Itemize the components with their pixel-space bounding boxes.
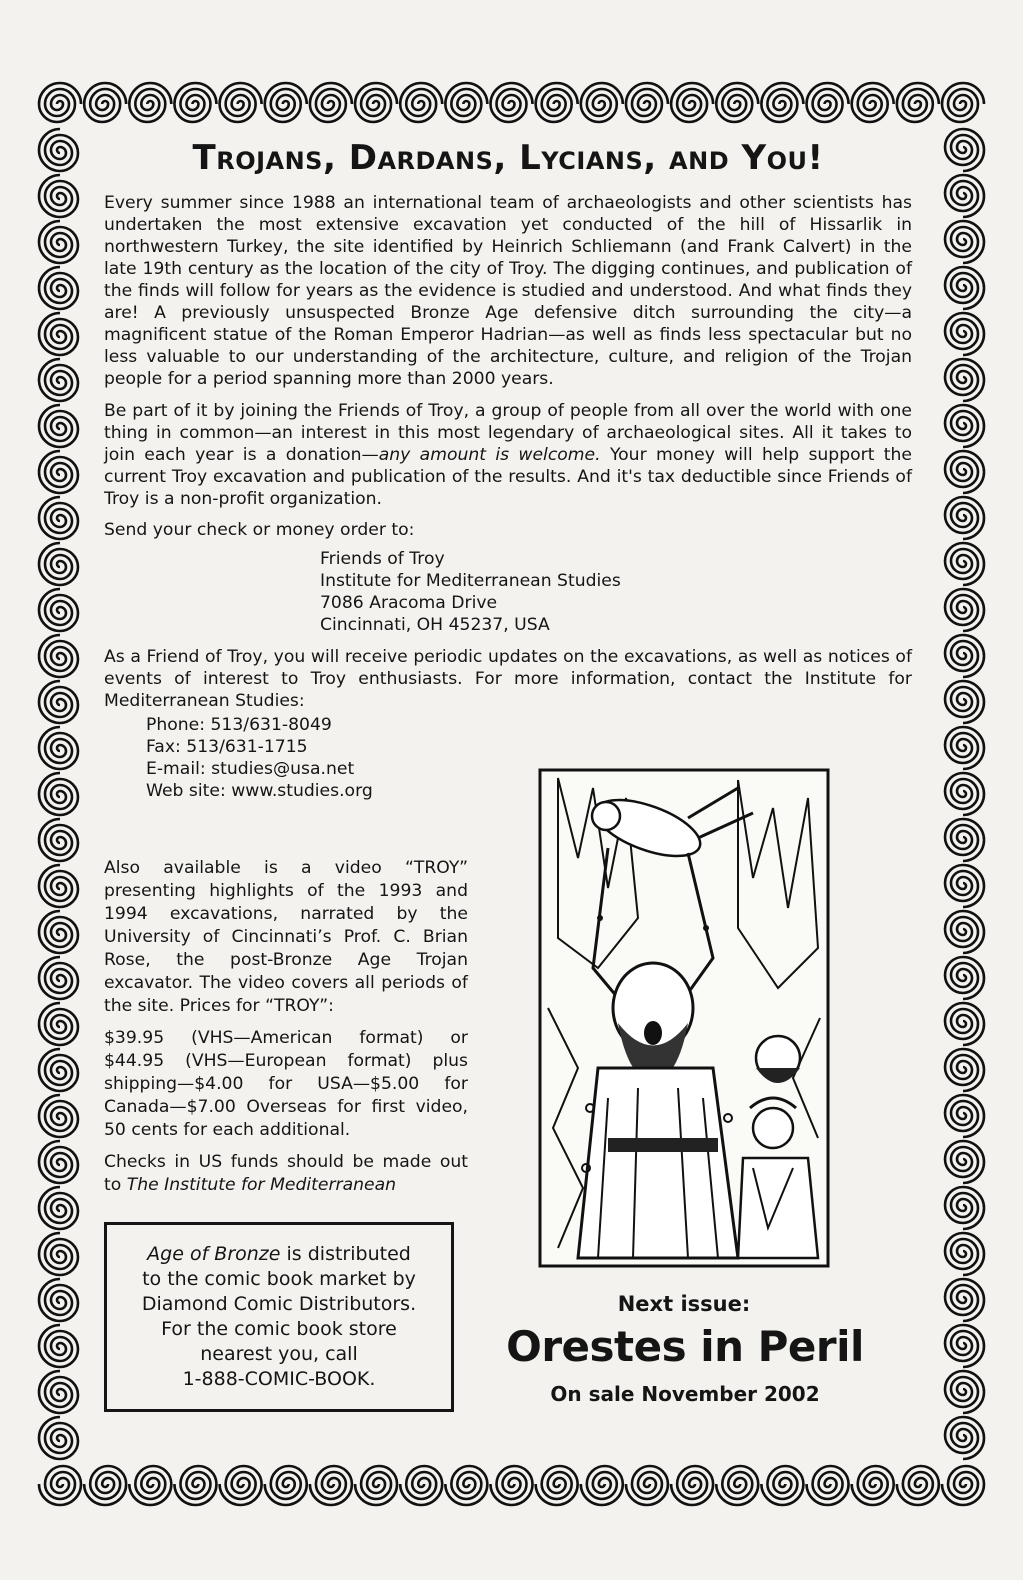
spiral-ornament <box>581 1466 623 1505</box>
join-emphasis: any amount is welcome. <box>378 445 601 465</box>
spiral-ornament <box>945 1049 984 1091</box>
spiral-ornament <box>945 1141 984 1183</box>
spiral-ornament <box>945 359 984 401</box>
spiral-ornament <box>39 359 78 401</box>
spiral-ornament <box>39 1417 78 1459</box>
spiral-ornament <box>671 83 713 122</box>
spiral-ornament <box>39 773 78 815</box>
spiral-ornament <box>445 1466 487 1505</box>
spiral-ornament <box>945 267 984 309</box>
spiral-ornament <box>897 1466 939 1505</box>
spiral-ornament <box>945 1279 984 1321</box>
spiral-ornament <box>716 83 758 122</box>
video-prices: $39.95 (VHS—American format) or $44.95 (VHS—European format) plus shipping—$4.00 for USA—$5.00 for Canada—$7.00 Overseas for first video, 50 cents for each additional. <box>104 1028 468 1140</box>
spiral-ornament <box>39 1279 78 1321</box>
book-title: Age of Bronze <box>147 1243 281 1265</box>
next-issue-illustration <box>538 768 830 1268</box>
spiral-ornament <box>445 83 487 122</box>
spiral-ornament <box>39 221 78 263</box>
next-issue-date: On sale November 2002 <box>550 1382 820 1406</box>
spiral-ornament <box>39 451 78 493</box>
spiral-ornament <box>945 497 984 539</box>
spiral-ornament <box>39 635 78 677</box>
spiral-ornament <box>852 1466 894 1505</box>
spiral-ornament <box>945 1095 984 1137</box>
spiral-ornament <box>945 727 984 769</box>
spiral-ornament <box>39 589 78 631</box>
spiral-ornament <box>84 1466 126 1505</box>
spiral-ornament <box>945 681 984 723</box>
spiral-ornament <box>945 911 984 953</box>
spiral-ornament <box>491 1466 533 1505</box>
address-line: Friends of Troy <box>320 549 445 569</box>
spiral-ornament <box>39 1003 78 1045</box>
spiral-ornament <box>945 175 984 217</box>
spiral-ornament <box>536 83 578 122</box>
distribution-line <box>107 1242 451 1267</box>
spiral-ornament <box>945 589 984 631</box>
article-paragraph-updates: As a Friend of Troy, you will receive periodic updates on the excavations, as well as notices of events of interest to Troy enthusiasts. For more information, contact the Institute for Mediterranean Studies: <box>104 647 912 711</box>
checks-payee: The Institute for Mediterranean <box>126 1175 397 1195</box>
address-line: Institute for Mediterranean Studies <box>320 571 621 591</box>
spiral-ornament <box>945 635 984 677</box>
spiral-ornament <box>945 221 984 263</box>
spiral-ornament <box>39 83 81 122</box>
spiral-ornament <box>39 727 78 769</box>
spiral-ornament <box>84 83 126 122</box>
checks-text: Checks in US funds should be made out to <box>104 1152 468 1195</box>
distribution-line: For the comic book store <box>161 1318 397 1340</box>
spiral-ornament <box>945 313 984 355</box>
address-line: Cincinnati, OH 45237, USA <box>320 615 550 635</box>
spiral-ornament <box>945 957 984 999</box>
spiral-ornament <box>39 175 78 217</box>
spiral-ornament <box>355 1466 397 1505</box>
distribution-line: nearest you, call <box>200 1343 358 1365</box>
article <box>104 138 912 818</box>
spiral-ornament <box>129 83 171 122</box>
spiral-ornament <box>39 1325 78 1367</box>
mailing-address <box>320 548 912 636</box>
spiral-ornament <box>310 83 352 122</box>
spiral-ornament <box>716 1466 758 1505</box>
spiral-ornament <box>39 129 78 171</box>
spiral-ornament <box>39 819 78 861</box>
spiral-ornament <box>942 83 984 122</box>
spiral-ornament <box>761 1466 803 1505</box>
spiral-ornament <box>39 865 78 907</box>
spiral-ornament <box>39 1371 78 1413</box>
spiral-ornament <box>39 1187 78 1229</box>
spiral-ornament <box>174 83 216 122</box>
spiral-ornament <box>400 1466 442 1505</box>
distribution-line: Diamond Comic Distributors. <box>141 1293 417 1315</box>
web-site: Web site: www.studies.org <box>146 781 373 801</box>
video-description: Also available is a video “TROY” presenting highlights of the 1993 and 1994 excavations, narrated by the University of Cincinnati’s Prof. C. Brian Rose, the post-Bronze Age Trojan excavator. The video covers all periods of the site. Prices for “TROY”: <box>104 858 468 1016</box>
spiral-ornament <box>400 83 442 122</box>
spiral-ornament <box>39 267 78 309</box>
spiral-ornament <box>945 543 984 585</box>
spiral-ornament <box>945 865 984 907</box>
spiral-ornament <box>39 313 78 355</box>
distribution-phone: 1-888-COMIC-BOOK. <box>182 1368 376 1390</box>
next-issue-label: Next issue: <box>617 1292 751 1316</box>
spiral-ornament <box>807 1466 849 1505</box>
send-label: Send your check or money order to: <box>104 520 415 540</box>
video-section <box>104 857 468 1206</box>
spiral-ornament <box>39 681 78 723</box>
spiral-ornament <box>39 1233 78 1275</box>
spiral-ornament <box>39 1141 78 1183</box>
phone-number: Phone: 513/631-8049 <box>146 715 332 735</box>
spiral-ornament <box>265 83 307 122</box>
spiral-ornament <box>945 451 984 493</box>
spiral-ornament <box>39 1466 81 1505</box>
video-checks <box>104 1151 468 1197</box>
spiral-ornament <box>39 1049 78 1091</box>
spiral-ornament <box>220 83 262 122</box>
spiral-ornament <box>39 497 78 539</box>
spiral-ornament <box>945 773 984 815</box>
spiral-ornament <box>945 1371 984 1413</box>
spiral-ornament <box>265 1466 307 1505</box>
email-address: E-mail: studies@usa.net <box>146 759 355 779</box>
spiral-ornament <box>491 83 533 122</box>
distribution-text: is distributed <box>280 1243 411 1265</box>
spiral-ornament <box>942 1466 984 1505</box>
spiral-ornament <box>945 405 984 447</box>
fax-number: Fax: 513/631-1715 <box>146 737 308 757</box>
spiral-ornament <box>581 83 623 122</box>
spiral-ornament <box>945 129 984 171</box>
spiral-ornament <box>39 543 78 585</box>
spiral-ornament <box>945 1325 984 1367</box>
spiral-ornament <box>39 405 78 447</box>
spiral-ornament <box>945 819 984 861</box>
spiral-ornament <box>626 1466 668 1505</box>
distribution-line: to the comic book market by <box>142 1268 416 1290</box>
spiral-ornament <box>945 1187 984 1229</box>
distribution-box <box>104 1222 454 1412</box>
spiral-ornament <box>220 1466 262 1505</box>
spiral-ornament <box>945 1003 984 1045</box>
join-text: Be part of it by joining the Friends of Troy, a group of people from all over the world with one thing in common—an interest in this most legendary of archaeological sites. All it takes to join each year is a donation— <box>104 401 912 465</box>
spiral-ornament <box>945 1417 984 1459</box>
spiral-ornament <box>671 1466 713 1505</box>
spiral-ornament <box>355 83 397 122</box>
spiral-ornament <box>761 83 803 122</box>
article-title: Trojans, Dardans, Lycians, and You! <box>192 138 824 178</box>
spiral-ornament <box>39 957 78 999</box>
next-issue-title: Orestes in Peril <box>506 1322 864 1371</box>
spiral-ornament <box>945 1233 984 1275</box>
spiral-ornament <box>807 83 849 122</box>
spiral-ornament <box>174 1466 216 1505</box>
spiral-ornament <box>852 83 894 122</box>
article-paragraph-excavation: Every summer since 1988 an international team of archaeologists and other scientists has undertaken the most extensive excavation yet conducted of the hill of Hissarlik in northwestern Turkey, the site identified by Heinrich Schliemann (and Frank Calvert) in the late 19th century as the location of the city of Troy. The digging continues, and publication of the finds will follow for years as the evidence is studied and understood. And what finds they are! A previously unsuspected Bronze Age defensive ditch surrounding the city—a magnificent statue of the Roman Emperor Hadrian—as well as finds less spectacular but no less valuable to our understanding of the architecture, culture, and religion of the Trojan people for a period spanning more than 2000 years. <box>104 193 912 389</box>
join-text-end: Your money will help support the current Troy excavation and publication of the results. And it's tax deductible since Friends of Troy is a non-profit organization. <box>104 445 913 509</box>
spiral-ornament <box>129 1466 171 1505</box>
address-line: 7086 Aracoma Drive <box>320 593 498 613</box>
spiral-ornament <box>310 1466 352 1505</box>
spiral-ornament <box>626 83 668 122</box>
spiral-ornament <box>39 911 78 953</box>
spiral-ornament <box>39 1095 78 1137</box>
spiral-ornament <box>897 83 939 122</box>
article-paragraph-join <box>104 400 912 510</box>
spiral-ornament <box>536 1466 578 1505</box>
